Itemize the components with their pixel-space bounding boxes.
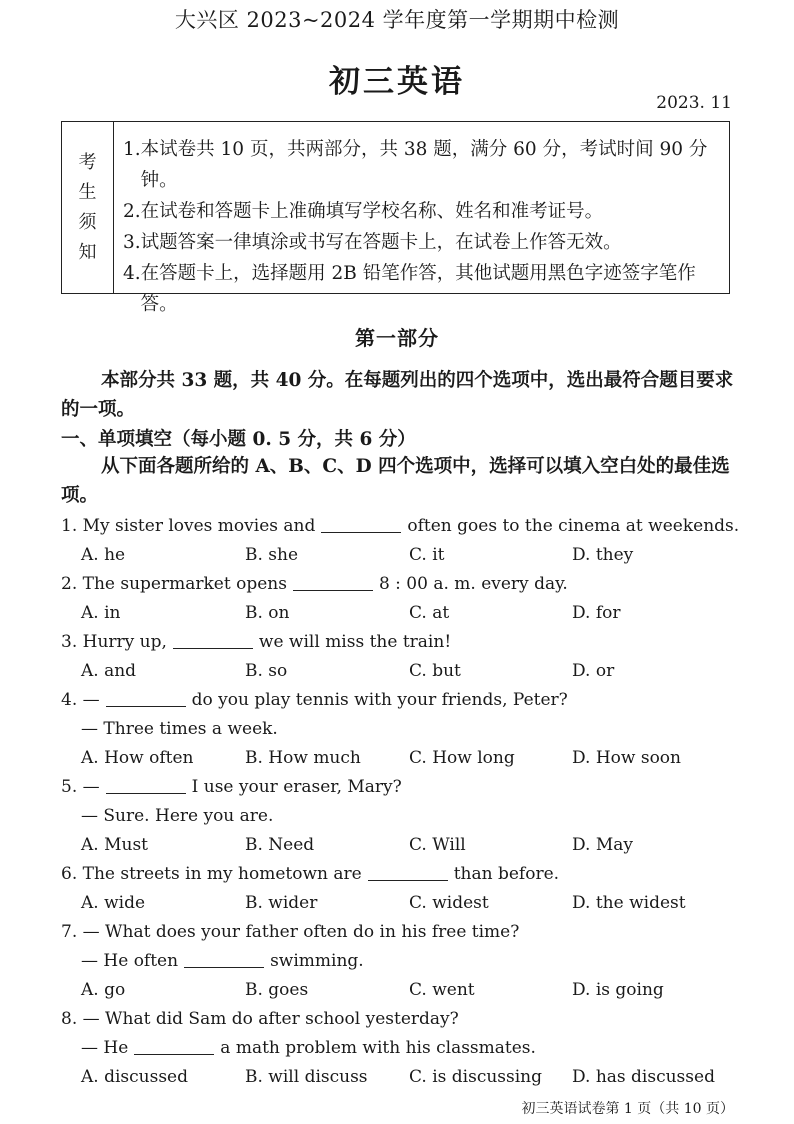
answer-option: C. How long [409, 748, 515, 768]
option-row [61, 1063, 741, 1092]
answer-blank [321, 516, 401, 533]
notice-item [123, 227, 721, 258]
question-line [61, 1005, 741, 1034]
question-text: 6. The streets in my hometown are [61, 864, 362, 884]
notice-item-number: 2. [123, 201, 141, 222]
question-text: 8 : 00 a. m. every day. [378, 574, 568, 594]
question-line [61, 686, 741, 715]
question-line [61, 512, 741, 541]
notice-item-text: 在答题卡上，选择题用 2B 铅笔作答，其他试题用黑色字迹签字笔作答。 [140, 263, 696, 315]
option-row [61, 657, 741, 686]
question-item [61, 512, 741, 570]
question-text: — He often [81, 951, 179, 971]
answer-option: A. wide [81, 893, 146, 913]
question-text: 1. My sister loves movies and [61, 516, 316, 536]
question-line [61, 628, 741, 657]
question-item [61, 570, 741, 628]
notice-label-char: 知 [78, 241, 97, 263]
answer-option: A. he [81, 545, 126, 565]
part-title: 一、单项填空（每小题 0. 5 分，共 6 分） [61, 429, 416, 450]
option-row [61, 889, 741, 918]
page-footer: 初三英语试卷第 1 页（共 10 页） [521, 1101, 734, 1117]
answer-blank [293, 574, 373, 591]
notice-box [61, 121, 730, 315]
answer-option: C. is discussing [409, 1067, 543, 1087]
exam-header: 大兴区 2023~2024 学年度第一学期期中检测 [174, 8, 620, 32]
answer-option: B. How much [245, 748, 361, 768]
notice-item-text: 试题答案一律填涂或书写在答题卡上，在试卷上作答无效。 [140, 232, 622, 253]
answer-option: D. they [572, 545, 634, 565]
question-line [61, 802, 741, 831]
notice-item-number: 1. [123, 139, 141, 160]
option-row [61, 831, 741, 860]
answer-option: B. will discuss [245, 1067, 368, 1087]
answer-option: B. so [245, 661, 288, 681]
question-item [61, 773, 741, 860]
answer-option: B. wider [245, 893, 318, 913]
notice-item-number: 4. [123, 263, 141, 284]
question-item [61, 918, 741, 1005]
answer-option: A. in [81, 603, 121, 623]
question-item [61, 860, 741, 918]
answer-option: C. it [409, 545, 445, 565]
answer-option: D. has discussed [572, 1067, 715, 1087]
part-instructions: 从下面各题所给的 A、B、C、D 四个选项中，选择可以填入空白处的最佳选项。 [61, 456, 730, 506]
notice-item [123, 134, 721, 196]
answer-option: B. she [245, 545, 299, 565]
notice-label-char: 生 [78, 181, 97, 203]
question-line [61, 570, 741, 599]
answer-option: A. Must [81, 835, 148, 855]
page-title: 初三英语 [329, 64, 465, 100]
question-text: often goes to the cinema at weekends. [407, 516, 740, 536]
question-text: — Sure. Here you are. [81, 806, 274, 826]
question-text: 4. — [61, 690, 100, 710]
answer-option: A. go [81, 980, 126, 1000]
section-title: 第一部分 [355, 326, 439, 350]
answer-option: A. discussed [81, 1067, 188, 1087]
question-line [61, 918, 741, 947]
question-text: we will miss the train! [258, 632, 452, 652]
answer-option: D. How soon [572, 748, 681, 768]
question-line [61, 1034, 741, 1063]
question-text: swimming. [270, 951, 364, 971]
answer-blank [173, 632, 253, 649]
answer-blank [134, 1038, 214, 1055]
question-text: 8. — What did Sam do after school yesterday? [61, 1009, 459, 1029]
answer-option: C. went [409, 980, 475, 1000]
question-text: — Three times a week. [81, 719, 278, 739]
answer-option: D. May [572, 835, 633, 855]
exam-date: 2023. 11 [656, 93, 732, 113]
question-text: — He [81, 1038, 129, 1058]
answer-blank [106, 690, 186, 707]
question-line [61, 860, 741, 889]
question-list [61, 512, 741, 1092]
answer-blank [368, 864, 448, 881]
answer-option: C. but [409, 661, 461, 681]
answer-option: C. Will [409, 835, 466, 855]
notice-item-text: 本试卷共 10 页，共两部分，共 38 题，满分 60 分，考试时间 90 分钟。 [140, 139, 708, 191]
answer-option: B. goes [245, 980, 309, 1000]
notice-label-char: 考 [78, 151, 97, 173]
section-intro: 本部分共 33 题，共 40 分。在每题列出的四个选项中，选出最符合题目要求的一项。 [61, 370, 734, 420]
question-line [61, 947, 741, 976]
question-text: do you play tennis with your friends, Peter? [191, 690, 568, 710]
question-text: than before. [453, 864, 560, 884]
question-text: I use your eraser, Mary? [191, 777, 402, 797]
question-item [61, 1005, 741, 1092]
notice-item-number: 3. [123, 232, 141, 253]
question-item [61, 628, 741, 686]
notice-items [114, 122, 729, 315]
notice-label [62, 122, 114, 293]
option-row [61, 599, 741, 628]
notice-item [123, 258, 721, 320]
option-row [61, 976, 741, 1005]
answer-option: A. How often [81, 748, 194, 768]
option-row [61, 541, 741, 570]
answer-blank [184, 951, 264, 968]
answer-option: D. for [572, 603, 621, 623]
answer-option: A. and [81, 661, 137, 681]
answer-option: D. or [572, 661, 615, 681]
answer-blank [106, 777, 186, 794]
question-text: a math problem with his classmates. [220, 1038, 536, 1058]
question-line [61, 715, 741, 744]
notice-item-text: 在试卷和答题卡上准确填写学校名称、姓名和准考证号。 [140, 201, 604, 222]
answer-option: B. on [245, 603, 290, 623]
option-row [61, 744, 741, 773]
question-item [61, 686, 741, 773]
notice-item [123, 196, 721, 227]
answer-option: D. the widest [572, 893, 686, 913]
question-text: 5. — [61, 777, 100, 797]
answer-option: C. widest [409, 893, 489, 913]
question-text: 2. The supermarket opens [61, 574, 287, 594]
answer-option: C. at [409, 603, 450, 623]
answer-option: D. is going [572, 980, 664, 1000]
question-text: 3. Hurry up, [61, 632, 167, 652]
question-text: 7. — What does your father often do in his free time? [61, 922, 520, 942]
notice-label-char: 须 [78, 211, 97, 233]
answer-option: B. Need [245, 835, 315, 855]
question-line [61, 773, 741, 802]
